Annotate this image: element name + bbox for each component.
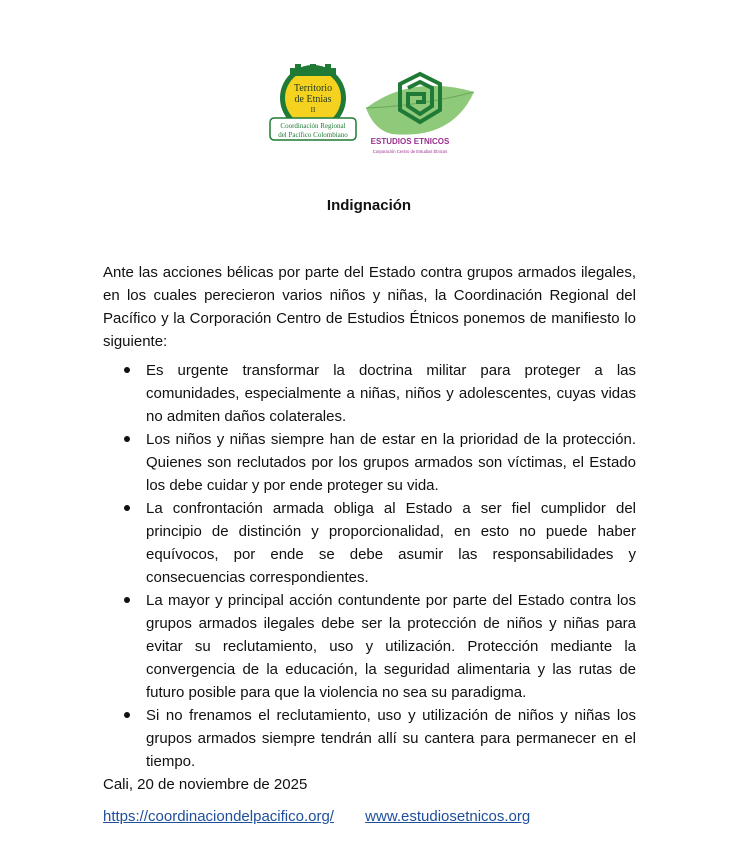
bullet-icon [124,712,130,718]
svg-text:de Etnias: de Etnias [294,94,332,105]
territorio-de-etnias-logo [268,62,358,144]
svg-text:Corporación Centro de Estudios: Corporación Centro de Estudios Étnicos [372,149,448,154]
bullet-icon [124,367,130,373]
bullet-icon [124,597,130,603]
document-title: Indignación [326,197,412,214]
list-item [103,428,636,497]
svg-text:ESTUDIOS ETNICOS: ESTUDIOS ETNICOS [370,137,450,146]
estudios-etnicos-logo [362,70,480,158]
list-item-text: La confrontación armada obliga al Estado a ser fiel cumplidor del principio de distinción y proporcionalidad, en esto no puede haber equívocos, por ende se debe asumir las responsabilidades y consecuencias correspondientes. [146,500,636,586]
bullet-icon [124,505,130,511]
list-item [103,589,636,704]
svg-text:Coordinación Regional: Coordinación Regional [280,122,346,130]
list-item [103,359,636,428]
list-item-text: Es urgente transformar la doctrina militar para proteger a las comunidades, especialmente a niñas, niños y adolescentes, cuyas vidas no admiten daños colaterales. [146,362,636,425]
list-item [103,497,636,589]
svg-text:Territorio: Territorio [293,83,333,94]
coordinacion-link[interactable]: https://coordinaciondelpacifico.org/ [103,808,334,825]
intro-paragraph: Ante las acciones bélicas por parte del Estado contra grupos armados ilegales, en los cuales perecieron varios niños y niñas, la Coordinación Regional del Pacífico y la Corporación Centro de Estudios Étnicos ponemos de manifiesto lo siguiente: [103,264,636,350]
bullet-icon [124,436,130,442]
list-item [103,704,636,773]
estudios-etnicos-link[interactable]: www.estudiosetnicos.org [365,808,531,825]
svg-text:del Pacífico Colombiano: del Pacífico Colombiano [278,131,348,139]
document-date: Cali, 20 de noviembre de 2025 [103,776,308,793]
footer-links [103,805,530,828]
list-item-text: Los niños y niñas siempre han de estar en la prioridad de la protección. Quienes son reclutados por los grupos armados son víctimas, el Estado los debe cuidar y por ende proteger su vida. [146,431,636,494]
list-item-text: Si no frenamos el reclutamiento, uso y utilización de niños y niñas los grupos armados siempre tendrán allí su cantera para permanecer en el tiempo. [146,707,636,770]
svg-text:II: II [310,106,316,114]
statement-list [103,359,636,773]
header-logos [268,62,480,158]
list-item-text: La mayor y principal acción contundente por parte del Estado contra los grupos armados ilegales debe ser la protección de niños y niñas para evitar su reclutamiento, uso y utilización. Protección mediante la convergencia de la educación, la seguridad alimentaria y las rutas de futuro posible para que la violencia no sea su paradigma. [146,592,636,701]
